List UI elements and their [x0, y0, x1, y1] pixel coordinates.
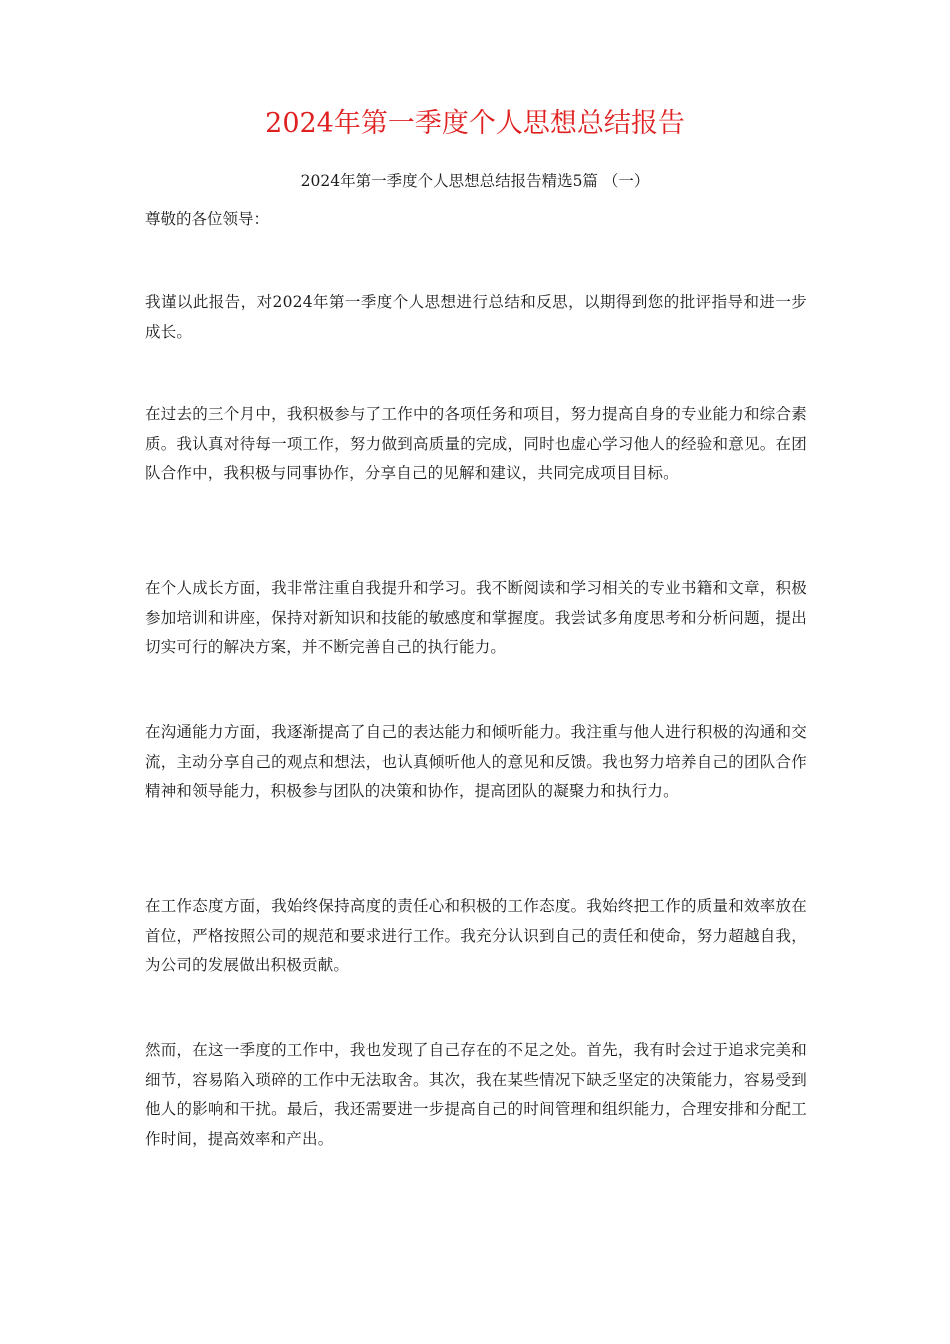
paragraph-work: 在过去的三个月中，我积极参与了工作中的各项任务和项目，努力提高自身的专业能力和综合素质。我认真对待每一项工作，努力做到高质量的完成，同时也虚心学习他人的经验和意见。在团队合作中，我积极与同事协作，分享自己的见解和建议，共同完成项目目标。 — [145, 405, 807, 482]
paragraph-growth: 在个人成长方面，我非常注重自我提升和学习。我不断阅读和学习相关的专业书籍和文章，积极参加培训和讲座，保持对新知识和技能的敏感度和掌握度。我尝试多角度思考和分析问题，提出切实可行的解决方案，并不断完善自己的执行能力。 — [145, 579, 807, 656]
paragraph-intro: 我谨以此报告，对2024年第一季度个人思想进行总结和反思，以期得到您的批评指导和进一步成长。 — [145, 293, 807, 341]
document-title: 2024年第一季度个人思想总结报告 — [265, 108, 685, 139]
paragraph-attitude: 在工作态度方面，我始终保持高度的责任心和积极的工作态度。我始终把工作的质量和效率放在首位，严格按照公司的规范和要求进行工作。我充分认识到自己的责任和使命，努力超越自我，为公司的发展做出积极贡献。 — [145, 897, 807, 974]
paragraph-shortcomings: 然而，在这一季度的工作中，我也发现了自己存在的不足之处。首先，我有时会过于追求完美和细节，容易陷入琐碎的工作中无法取舍。其次，我在某些情况下缺乏坚定的决策能力，容易受到他人的影响和干扰。最后，我还需要进一步提高自己的时间管理和组织能力，合理安排和分配工作时间，提高效率和产出。 — [145, 1041, 807, 1148]
greeting: 尊敬的各位领导： — [145, 210, 270, 228]
paragraph-communication: 在沟通能力方面，我逐渐提高了自己的表达能力和倾听能力。我注重与他人进行积极的沟通和交流，主动分享自己的观点和想法，也认真倾听他人的意见和反馈。我也努力培养自己的团队合作精神和领导能力，积极参与团队的决策和协作，提高团队的凝聚力和执行力。 — [145, 723, 807, 800]
document-subtitle: 2024年第一季度个人思想总结报告精选5篇 （一） — [300, 172, 650, 190]
